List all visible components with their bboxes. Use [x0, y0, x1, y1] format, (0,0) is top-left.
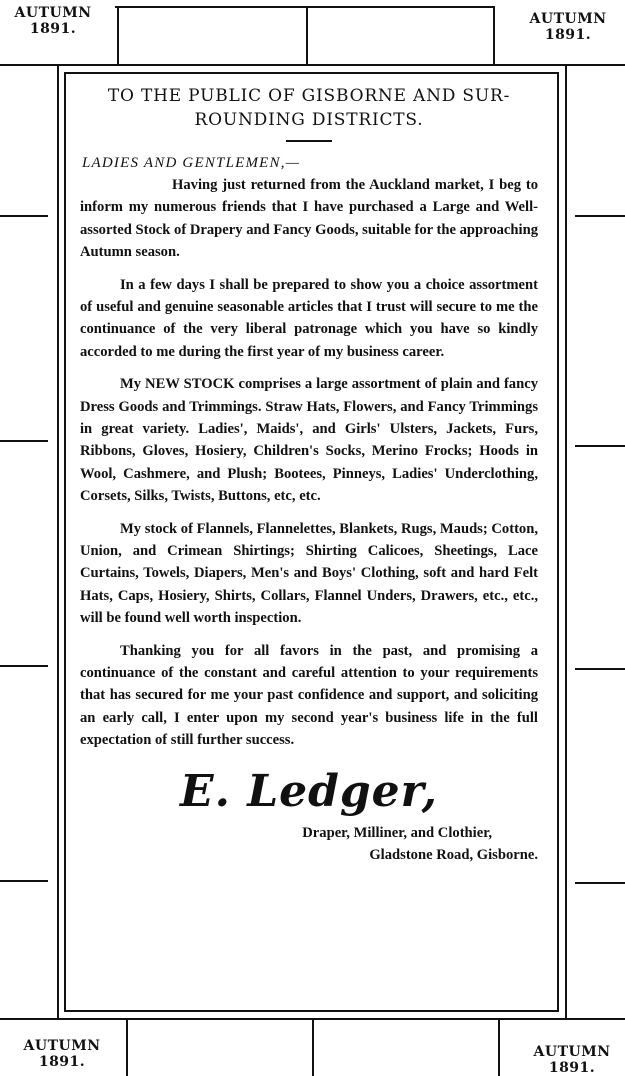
merchant-address: Gladstone Road, Gisborne. — [369, 847, 538, 864]
advertisement — [80, 84, 538, 866]
right-border-outer — [565, 66, 567, 1018]
right-tick — [575, 882, 625, 884]
bottom-divider-1 — [126, 1020, 128, 1076]
corner-word: AUTUMN — [533, 1044, 611, 1060]
top-divider-1 — [117, 6, 119, 64]
right-tick — [575, 215, 625, 217]
box-top — [64, 72, 559, 74]
right-tick — [575, 668, 625, 670]
heading-line-1: TO THE PUBLIC OF GISBORNE AND SUR- — [107, 86, 511, 106]
box-bottom — [64, 1010, 559, 1012]
heading-line-2: ROUNDING DISTRICTS. — [194, 110, 424, 130]
left-border-inner — [64, 72, 66, 1012]
right-tick — [575, 445, 625, 447]
right-border-inner — [557, 72, 559, 1012]
top-divider-2 — [306, 6, 308, 64]
corner-word: AUTUMN — [23, 1038, 101, 1054]
left-tick — [0, 880, 48, 882]
paragraph-4: My stock of Flannels, Flannelettes, Blankets, Rugs, Mauds; Cotton, Union, and Crimean Shirtings; Shirting Calicoes, Sheetings, Lace Curtains, Towels, Diapers, Men's and Boys' Clothing, soft and hard Felt Hats, Caps, Hosiery, Shirts, Collars, Flannel Unders, Drawers, etc., etc., will be found well worth inspection. — [80, 520, 538, 627]
merchant-role: Draper, Milliner, and Clothier, — [302, 824, 492, 841]
corner-top-left — [8, 5, 98, 37]
left-tick — [0, 440, 48, 442]
top-divider-3 — [493, 6, 495, 64]
corner-year: 1891. — [38, 1054, 86, 1070]
salutation: LADIES AND GENTLEMEN,— — [82, 154, 301, 171]
corner-bottom-right — [522, 1044, 622, 1076]
bottom-divider-2 — [312, 1020, 314, 1076]
corner-year: 1891. — [29, 21, 77, 37]
left-tick — [0, 665, 48, 667]
upper-rule — [0, 64, 625, 66]
corner-word: AUTUMN — [529, 11, 607, 27]
corner-bottom-left — [12, 1038, 112, 1070]
corner-top-right — [518, 11, 618, 43]
left-border-outer — [57, 66, 59, 1018]
corner-year: 1891. — [544, 27, 592, 43]
corner-word: AUTUMN — [14, 5, 92, 21]
paragraph-2: In a few days I shall be prepared to show you a choice assortment of useful and genuine seasonable articles that I trust will secure to me the continuance of the very liberal patronage which you have so kindly accorded to me during the first year of my business career. — [80, 276, 538, 360]
paragraph-1: Having just returned from the Auckland market, I beg to inform my numerous friends that I have purchased a Large and Well-assorted Stock of Drapery and Fancy Goods, suitable for the approaching Autumn season. — [80, 176, 538, 261]
bottom-divider-3 — [498, 1020, 500, 1076]
heading-rule — [286, 140, 332, 142]
corner-year: 1891. — [548, 1060, 596, 1076]
signature: E. Ledger, — [180, 765, 438, 817]
paragraph-3: My NEW STOCK comprises a large assortment of plain and fancy Dress Goods and Trimmings. Straw Hats, Flowers, and Fancy Trimmings in great variety. Ladies', Maids', and Girls' Ulsters, Jackets, Furs, Ribbons, Gloves, Hosiery, Children's Socks, Merino Frocks; Hoods in Wool, Cashmere, and Plush; Bootees, Pinneys, Ladies' Underclothing, Corsets, Silks, Twists, Buttons, etc, etc. — [80, 376, 538, 505]
left-tick — [0, 215, 48, 217]
top-rule — [115, 6, 495, 8]
paragraph-5: Thanking you for all favors in the past, and promising a continuance of the constant and careful attention to your requirements that has secured for me your past confidence and support, and soliciting an early call, I enter upon my second year's business life in the full expectation of still further success. — [80, 642, 538, 749]
